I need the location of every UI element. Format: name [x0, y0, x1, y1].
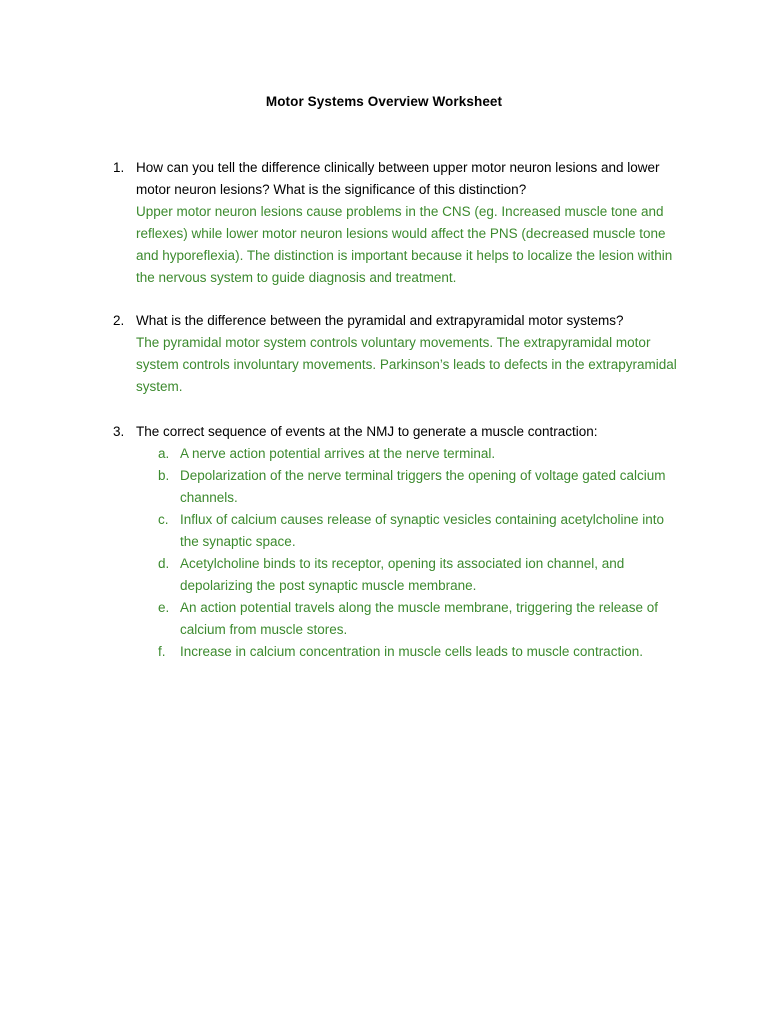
page-title: Motor Systems Overview Worksheet — [265, 94, 503, 109]
nmj-sequence-list — [158, 443, 683, 663]
answer-text: Upper motor neuron lesions cause problems in the CNS (eg. Increased muscle tone and reflexes) while lower motor neuron lesions would affect the PNS (decreased muscle tone and hyporeflexia). The distinction is important because it helps to localize the lesion within the nervous system to guide diagnosis and treatment. — [136, 204, 673, 285]
list-item-letter: b. — [158, 468, 170, 483]
list-item-text: Acetylcholine binds to its receptor, opening its associated ion channel, and depolarizing the post synaptic muscle membrane. — [180, 556, 625, 593]
question-number: 1. — [113, 160, 125, 175]
list-item — [158, 597, 683, 641]
question-text: The correct sequence of events at the NMJ to generate a muscle contraction: — [136, 424, 598, 439]
list-item — [158, 509, 683, 553]
question-body — [136, 310, 683, 398]
question-body — [136, 421, 683, 443]
answer-text: The pyramidal motor system controls voluntary movements. The extrapyramidal motor system controls involuntary movements. Parkinson’s leads to defects in the extrapyramidal system. — [136, 335, 677, 394]
question-text: What is the difference between the pyramidal and extrapyramidal motor systems? — [136, 313, 624, 328]
list-item-letter: f. — [158, 644, 166, 659]
list-item-text: Influx of calcium causes release of synaptic vesicles containing acetylcholine into the synaptic space. — [180, 512, 665, 549]
question-2 — [113, 310, 683, 398]
question-number: 2. — [113, 313, 125, 328]
list-item-letter: e. — [158, 600, 170, 615]
question-text: How can you tell the difference clinically between upper motor neuron lesions and lower motor neuron lesions? What is the significance of this distinction? — [136, 160, 660, 197]
question-number: 3. — [113, 424, 125, 439]
list-item-text: A nerve action potential arrives at the nerve terminal. — [180, 446, 496, 461]
list-item-text: Depolarization of the nerve terminal triggers the opening of voltage gated calcium channels. — [180, 468, 666, 505]
question-1 — [113, 157, 683, 289]
list-item-letter: c. — [158, 512, 169, 527]
list-item — [158, 641, 683, 663]
question-body — [136, 157, 683, 289]
list-item-text: An action potential travels along the muscle membrane, triggering the release of calcium from muscle stores. — [180, 600, 659, 637]
list-item — [158, 465, 683, 509]
list-item — [158, 553, 683, 597]
question-3 — [113, 421, 683, 663]
list-item-letter: d. — [158, 556, 170, 571]
list-item — [158, 443, 683, 465]
list-item-letter: a. — [158, 446, 170, 461]
list-item-text: Increase in calcium concentration in muscle cells leads to muscle contraction. — [180, 644, 643, 659]
